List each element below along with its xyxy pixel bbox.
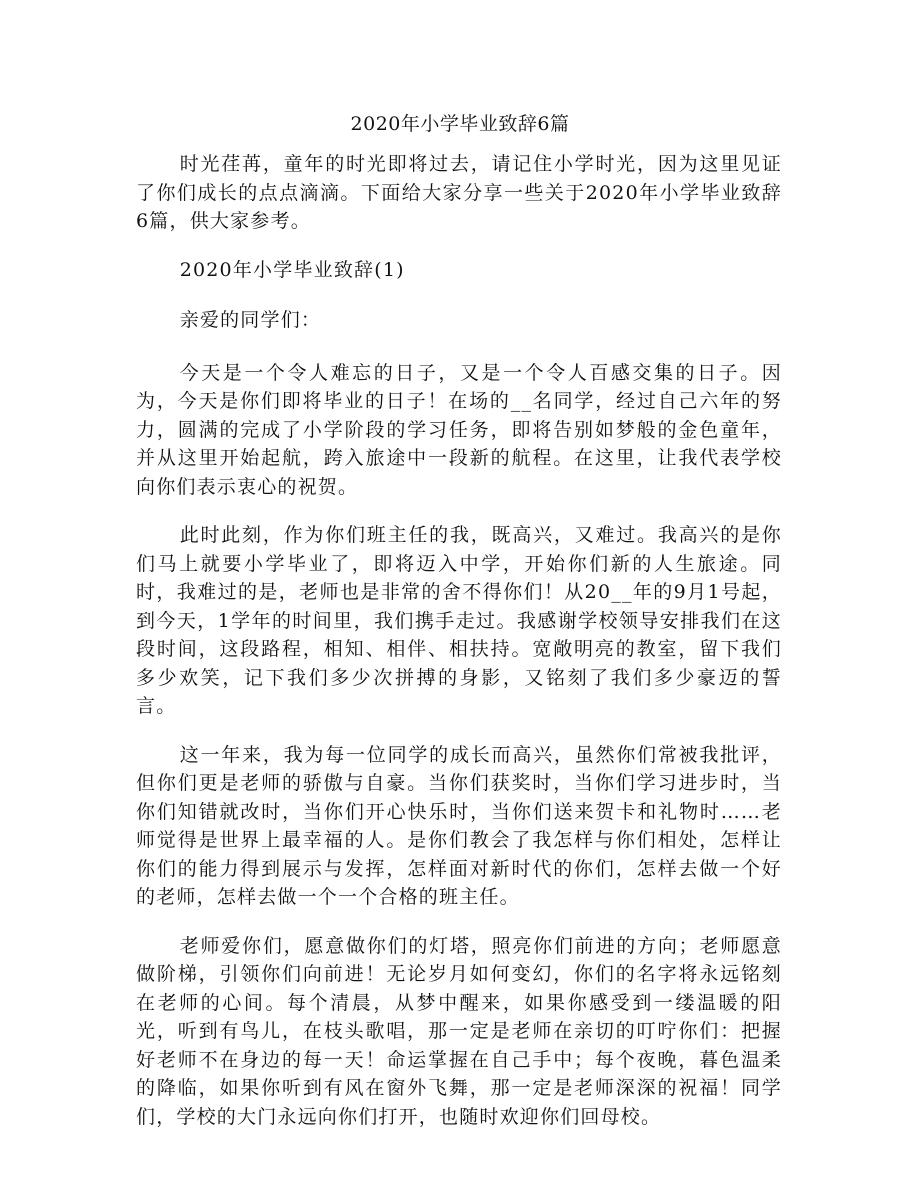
body-paragraph-1: 今天是一个令人难忘的日子，又是一个令人百感交集的日子。因为，今天是你们即将毕业的日子！在场的__名同学，经过自己六年的努力，圆满的完成了小学阶段的学习任务，即将告别如梦般的金色童年，并从这里开始起航，跨入旅途中一段新的航程。在这里，让我代表学校向你们表示衷心的祝贺。 (136, 361, 782, 498)
intro-paragraph: 时光荏苒，童年的时光即将过去，请记住小学时光，因为这里见证了你们成长的点点滴滴。下面给大家分享一些关于2020年小学毕业致辞6篇，供大家参考。 (136, 153, 782, 232)
salutation: 亲爱的同学们： (179, 309, 322, 331)
body-paragraph-3: 这一年来，我为每一位同学的成长而高兴，虽然你们常被我批评，但你们更是老师的骄傲与自豪。当你们获奖时，当你们学习进步时，当你们知错就改时，当你们开心快乐时，当你们送来贺卡和礼物时……老师觉得是世界上最幸福的人。是你们教会了我怎样与你们相处，怎样让你们的能力得到展示与发挥，怎样面对新时代的你们，怎样去做一个好的老师，怎样去做一个一个合格的班主任。 (136, 743, 782, 908)
body-paragraph-4: 老师爱你们，愿意做你们的灯塔，照亮你们前进的方向；老师愿意做阶梯，引领你们向前进！无论岁月如何变幻，你们的名字将永远铭刻在老师的心间。每个清晨，从梦中醒来，如果你感受到一缕温暖的阳光，听到有鸟儿，在枝头歌唱，那一定是老师在亲切的叮咛你们：把握好老师不在身边的每一天！命运掌握在自己手中；每个夜晚，暮色温柔的降临，如果你听到有风在窗外飞舞，那一定是老师深深的祝福！同学们，学校的大门永远向你们打开，也随时欢迎你们回母校。 (136, 934, 782, 1128)
document-body (136, 150, 782, 1151)
body-paragraph-2: 此时此刻，作为你们班主任的我，既高兴，又难过。我高兴的是你们马上就要小学毕业了，即将迈入中学，开始你们新的人生旅途。同时，我难过的是，老师也是非常的舍不得你们！从20__年的9月1号起，到今天，1学年的时间里，我们携手走过。我感谢学校领导安排我们在这段时间，这段路程，相知、相伴、相扶持。宽敞明亮的教室，留下我们多少欢笑，记下我们多少次拼搏的身影，又铭刻了我们多少豪迈的誓言。 (136, 524, 782, 717)
document-title: 2020年小学毕业致辞6篇 (350, 113, 570, 135)
section-heading: 2020年小学毕业致辞(1) (179, 258, 405, 281)
